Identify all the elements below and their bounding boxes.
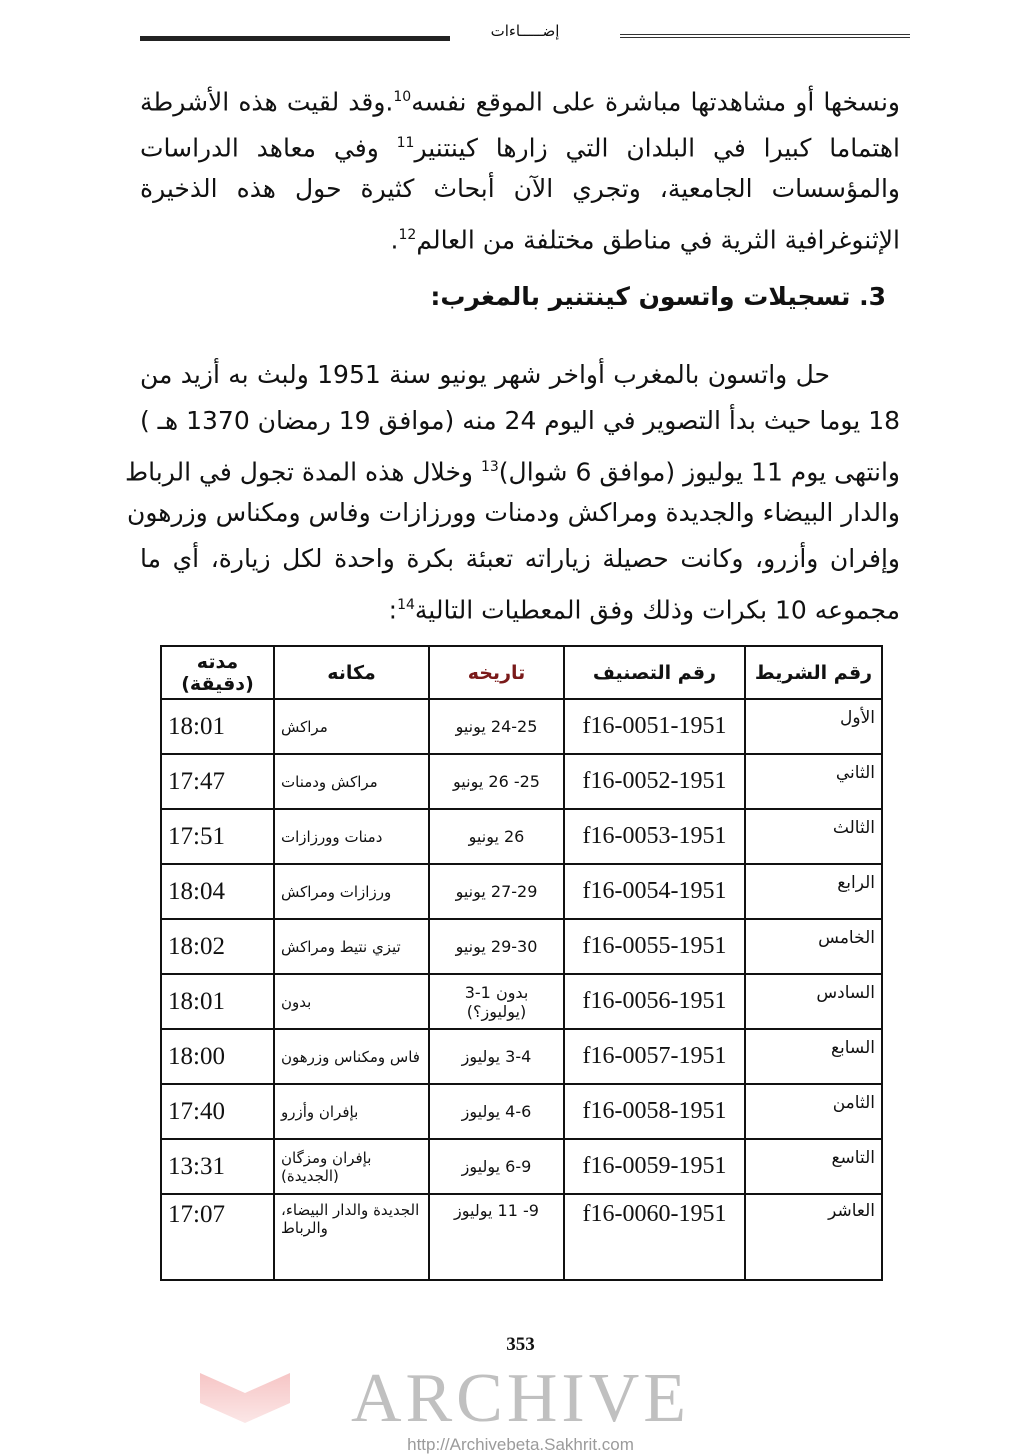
table-row [161, 754, 882, 809]
duration-cell: 17:40 [161, 1084, 274, 1139]
duration-cell: 18:01 [161, 699, 274, 754]
date-cell: بدون 1-3 (يوليوز؟) [429, 974, 564, 1029]
text-line: وانتهى يوم 11 يوليوز (موافق 6 شوال)$^{13}$ وخلال هذه المدة تجول في الرباط [125, 457, 900, 487]
place-cell: فاس ومكناس وزرهون [274, 1029, 429, 1084]
text-line: الإثنوغرافية الثرية في مناطق مختلفة من العالم$^{12}$. [390, 225, 900, 255]
running-header [140, 22, 910, 46]
date-cell: 24-25 يونيو [429, 699, 564, 754]
place-cell: بدون [274, 974, 429, 1029]
classification-cell: f16-0059-1951 [564, 1139, 745, 1194]
classification-cell: f16-0055-1951 [564, 919, 745, 974]
table-row [161, 919, 882, 974]
text-line: اهتماما كبيرا في البلدان التي زارها كينتنير$^{11}$ وفي معاهد الدراسات [140, 133, 900, 163]
tape-number-cell: الثالث [745, 809, 882, 864]
lower-section [160, 645, 881, 1455]
text-line: ونسخها أو مشاهدتها مباشرة على الموقع نفسه$^{10}$.وقد لقيت هذه الأشرطة [140, 87, 900, 117]
section-heading: 3. تسجيلات واتسون كينتنير بالمغرب: [430, 282, 886, 311]
classification-cell: f16-0058-1951 [564, 1084, 745, 1139]
classification-cell: f16-0053-1951 [564, 809, 745, 864]
tape-number-cell: التاسع [745, 1139, 882, 1194]
date-cell: 29-30 يونيو [429, 919, 564, 974]
classification-cell: f16-0051-1951 [564, 699, 745, 754]
page-number: 353 [506, 1334, 535, 1355]
text-line: والدار البيضاء والجديدة ومراكش ودمنات وورزازات وفاس ومكناس وزرهون [127, 498, 900, 527]
date-cell: 6-9 يوليوز [429, 1139, 564, 1194]
classification-cell: f16-0060-1951 [564, 1194, 745, 1280]
date-cell: 4-6 يوليوز [429, 1084, 564, 1139]
date-cell: 9- 11 يوليوز [429, 1194, 564, 1280]
place-cell: بإفران وأزرو [274, 1084, 429, 1139]
duration-cell: 13:31 [161, 1139, 274, 1194]
paragraph-1 [140, 74, 900, 258]
col-classification: رقم التصنيف [564, 646, 745, 699]
table-header-row [161, 646, 882, 699]
tape-number-cell: الخامس [745, 919, 882, 974]
classification-cell: f16-0054-1951 [564, 864, 745, 919]
date-cell: 27-29 يونيو [429, 864, 564, 919]
watermark [160, 1360, 881, 1455]
duration-cell: 18:00 [161, 1029, 274, 1084]
classification-cell: f16-0057-1951 [564, 1029, 745, 1084]
tape-number-cell: السادس [745, 974, 882, 1029]
table-row [161, 864, 882, 919]
place-cell: مراكش [274, 699, 429, 754]
table-row [161, 1084, 882, 1139]
tape-number-cell: الثاني [745, 754, 882, 809]
tape-number-cell: العاشر [745, 1194, 882, 1280]
table-row [161, 809, 882, 864]
col-place: مكانه [274, 646, 429, 699]
paragraph-2 [125, 352, 900, 628]
table-row [161, 974, 882, 1029]
recordings-table [160, 645, 883, 1281]
duration-cell: 18:04 [161, 864, 274, 919]
text-line: والمؤسسات الجامعية، وتجري الآن أبحاث كثيرة حول هذه الذخيرة [140, 174, 900, 203]
col-duration: مدته (دقيقة) [161, 646, 274, 699]
place-cell: الجديدة والدار البيضاء، والرباط [274, 1194, 429, 1280]
date-cell: 3-4 يوليوز [429, 1029, 564, 1084]
watermark-logo-text: ARCHIVE [350, 1360, 691, 1437]
place-cell: ورزازات ومراكش [274, 864, 429, 919]
duration-cell: 17:51 [161, 809, 274, 864]
duration-cell: 17:07 [161, 1194, 274, 1280]
date-cell: 26 يونيو [429, 809, 564, 864]
tape-number-cell: السابع [745, 1029, 882, 1084]
duration-cell: 18:02 [161, 919, 274, 974]
header-title: إضـــــاءات [490, 22, 560, 40]
tape-number-cell: الرابع [745, 864, 882, 919]
classification-cell: f16-0052-1951 [564, 754, 745, 809]
place-cell: مراكش ودمنات [274, 754, 429, 809]
place-cell: بإفران ومزگان (الجديدة) [274, 1139, 429, 1194]
text-line: حل واتسون بالمغرب أواخر شهر يونيو سنة 1951 ولبث به أزيد من [140, 360, 831, 389]
col-tape-number: رقم الشريط [745, 646, 882, 699]
place-cell: دمنات وورزازات [274, 809, 429, 864]
tape-number-cell: الأول [745, 699, 882, 754]
table-row [161, 1029, 882, 1084]
duration-cell: 18:01 [161, 974, 274, 1029]
tape-number-cell: الثامن [745, 1084, 882, 1139]
col-date: تاريخه [429, 646, 564, 699]
place-cell: تيزي نتيط ومراكش [274, 919, 429, 974]
table-row [161, 1139, 882, 1194]
watermark-url: http://Archivebeta.Sakhrit.com [407, 1435, 634, 1454]
table-row [161, 699, 882, 754]
date-cell: 25- 26 يونيو [429, 754, 564, 809]
text-line: وإفران وأزرو، وكانت حصيلة زياراته تعبئة بكرة واحدة لكل زيارة، أي ما [140, 544, 900, 573]
classification-cell: f16-0056-1951 [564, 974, 745, 1029]
text-line: 18 يوما حيث بدأ التصوير في اليوم 24 منه (موافق 19 رمضان 1370 هـ ) [139, 406, 900, 435]
text-line: مجموعه 10 بكرات وذلك وفق المعطيات التالية$^{14}$: [388, 595, 900, 625]
table-row [161, 1194, 882, 1280]
duration-cell: 17:47 [161, 754, 274, 809]
